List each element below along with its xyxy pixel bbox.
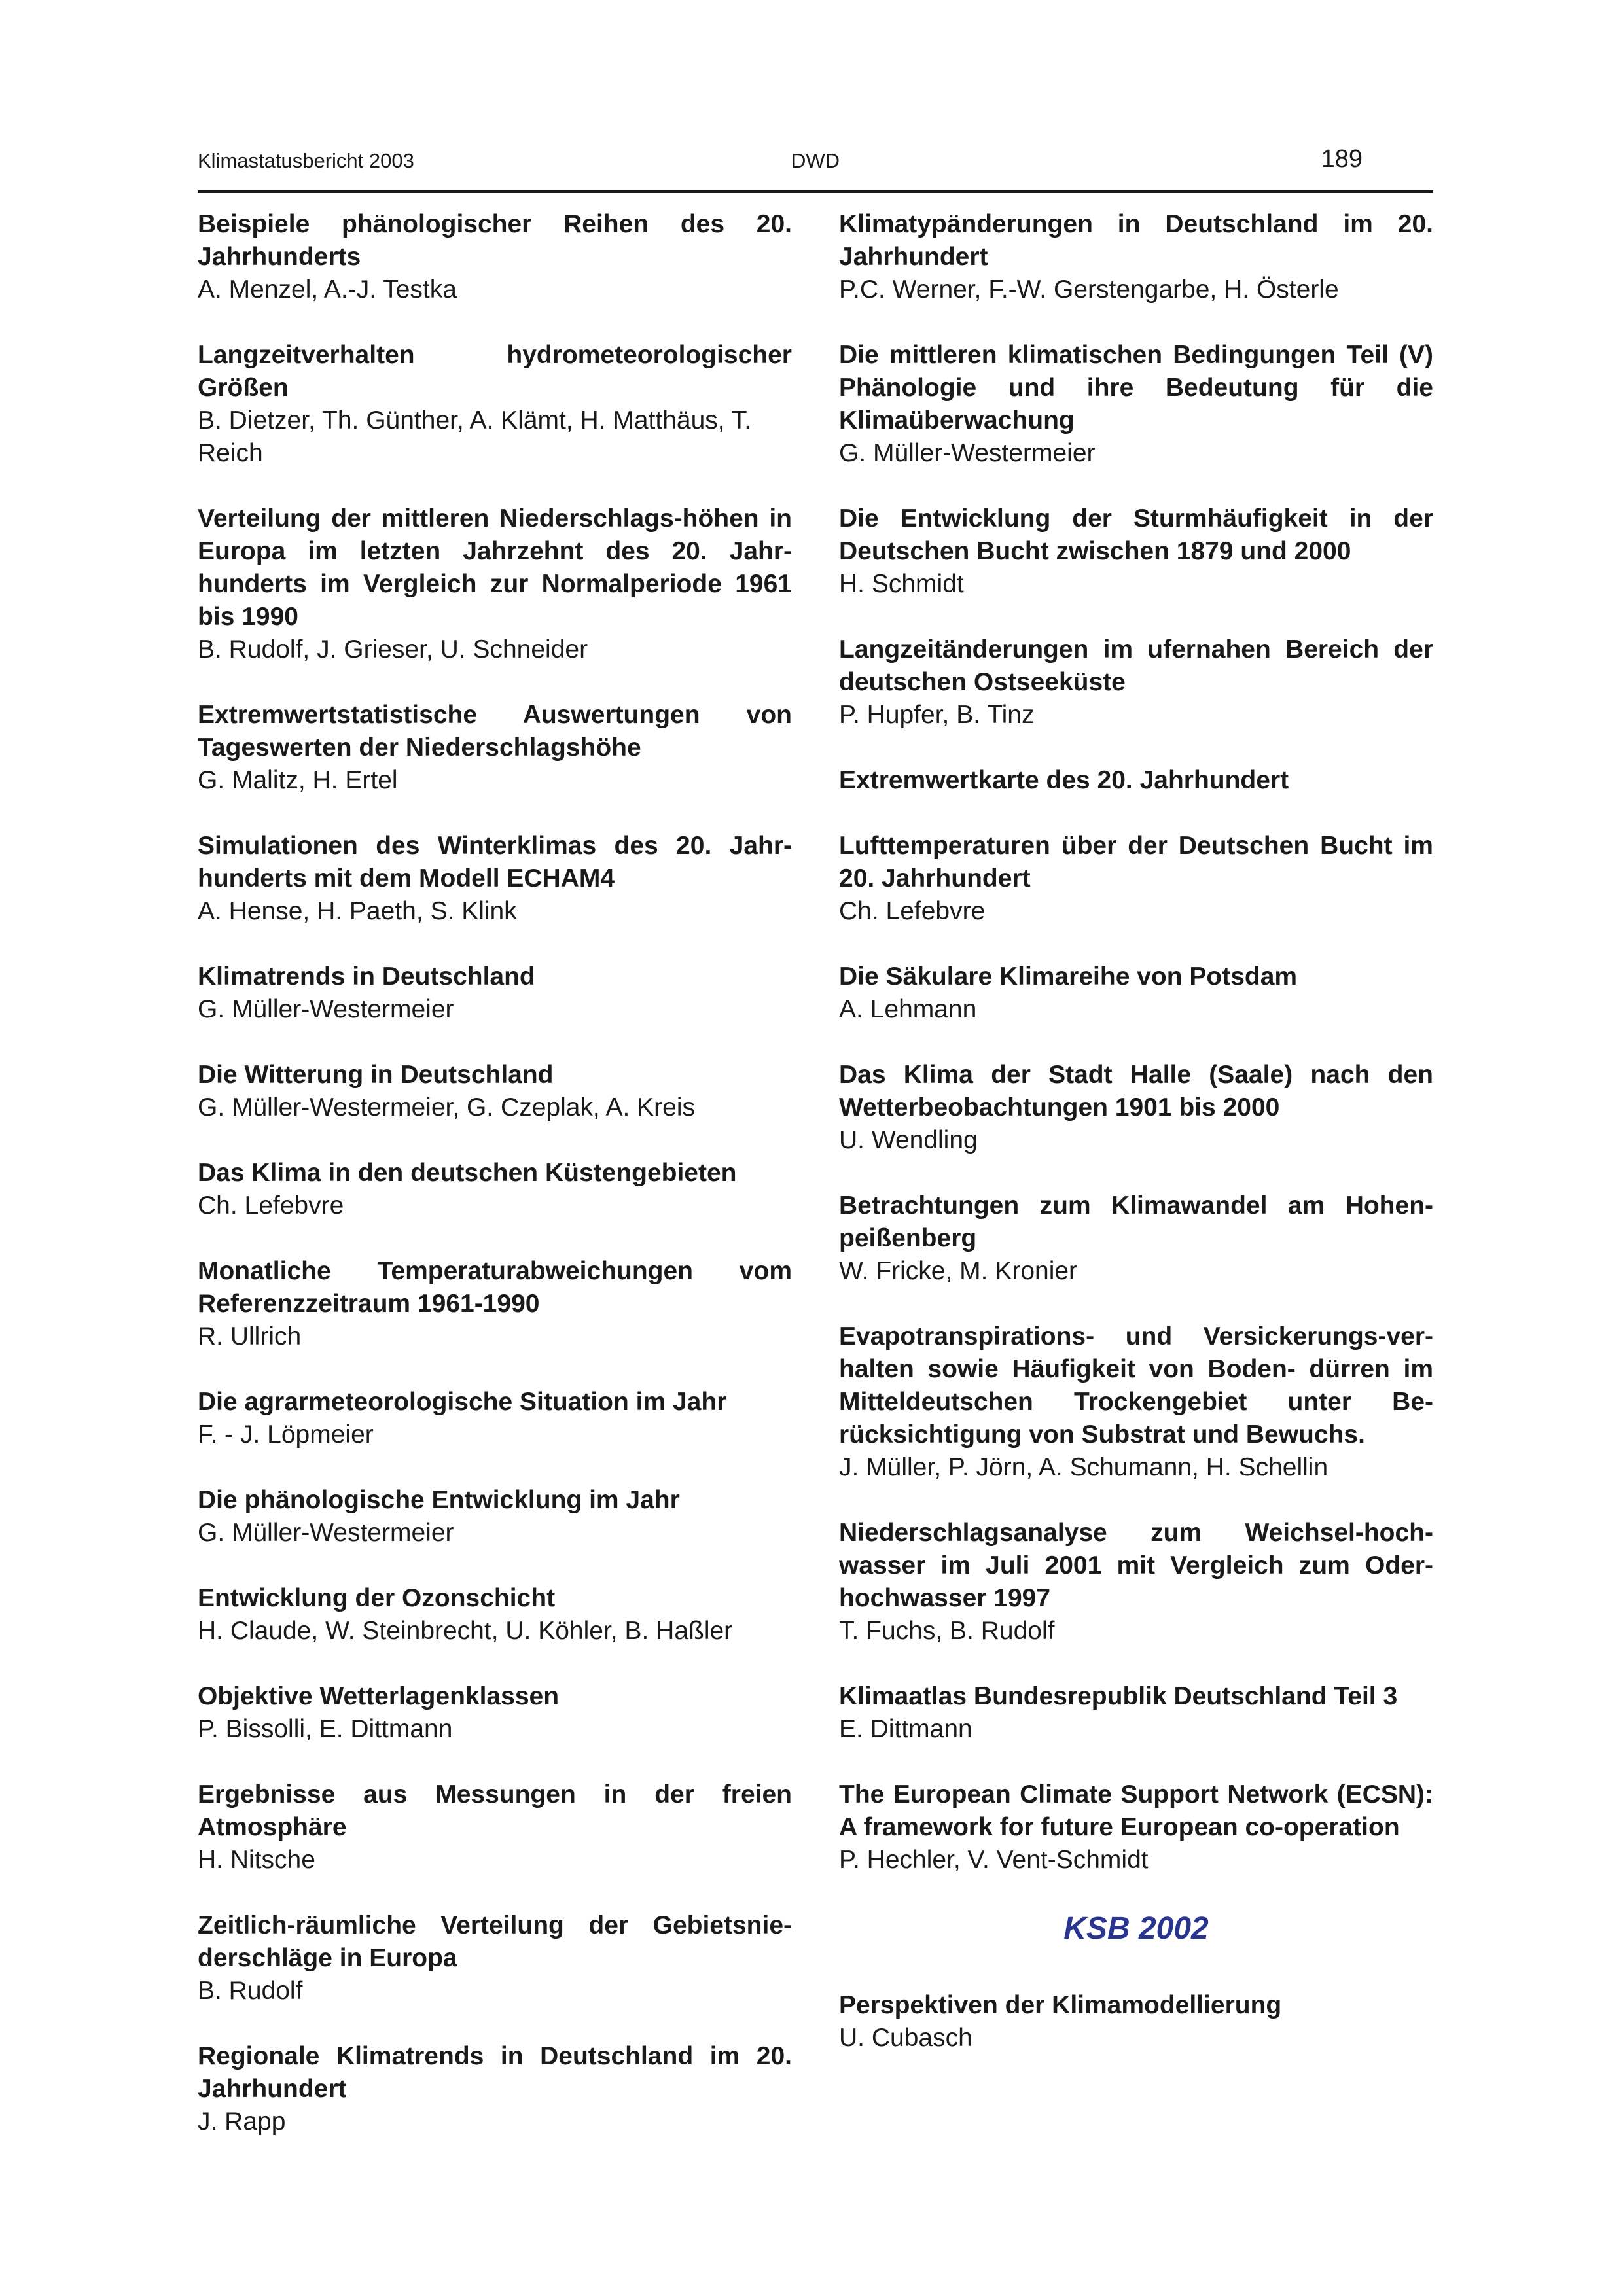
publisher: DWD — [791, 149, 840, 172]
entry-title: Lufttemperaturen über der Deutschen Bucht im 20. Jahrhundert — [839, 832, 1433, 892]
toc-entry — [839, 1989, 1433, 2055]
entry-authors: G. Müller-Westermeier — [198, 995, 454, 1023]
toc-entry — [198, 1255, 792, 1353]
entry-authors: E. Dittmann — [839, 1715, 972, 1743]
entry-title: Klimaatlas Bundesrepublik Deutschland Teil 3 — [839, 1682, 1398, 1710]
toc-entry — [198, 1157, 792, 1222]
toc-entry — [839, 1190, 1433, 1288]
entry-authors: R. Ullrich — [198, 1322, 302, 1351]
entry-title: Perspektiven der Klimamodellierung — [839, 1991, 1282, 2019]
toc-entry — [198, 339, 792, 470]
entry-title: Verteilung der mittleren Niederschlags-höhen in Europa im letzten Jahrzehnt des 20. Jahr-hunderts im Vergleich zur Normalperiode 1961 bis 1990 — [198, 504, 792, 631]
entry-title: Monatliche Temperaturabweichungen vom Referenzzeitraum 1961-1990 — [198, 1257, 792, 1318]
entry-authors: Ch. Lefebvre — [198, 1192, 344, 1220]
entry-authors: B. Rudolf, J. Grieser, U. Schneider — [198, 635, 588, 663]
entry-authors: B. Rudolf — [198, 1977, 303, 2005]
left-column — [198, 208, 792, 2171]
entry-title: Die phänologische Entwicklung im Jahr — [198, 1486, 680, 1514]
entry-authors: H. Claude, W. Steinbrecht, U. Köhler, B. Haßler — [198, 1617, 733, 1645]
toc-entry — [198, 830, 792, 928]
entry-title: Langzeitverhalten hydrometeorologischer Größen — [198, 341, 792, 402]
entry-authors: P. Hupfer, B. Tinz — [839, 701, 1035, 729]
toc-entry — [839, 339, 1433, 470]
entry-title: Die Entwicklung der Sturmhäufigkeit in der Deutschen Bucht zwischen 1879 und 2000 — [839, 504, 1433, 565]
entry-title: Klimatypänderungen in Deutschland im 20. Jahrhundert — [839, 210, 1433, 271]
entry-authors: J. Müller, P. Jörn, A. Schumann, H. Schellin — [839, 1453, 1329, 1481]
toc-entry — [198, 961, 792, 1026]
toc-entry — [839, 764, 1433, 797]
entry-authors: G. Müller-Westermeier — [198, 1519, 454, 1547]
entry-authors: H. Nitsche — [198, 1846, 315, 1874]
entry-title: Regionale Klimatrends in Deutschland im 20. Jahrhundert — [198, 2042, 792, 2103]
entry-title: Das Klima in den deutschen Küstengebieten — [198, 1159, 737, 1187]
entry-title: Extremwertkarte des 20. Jahrhundert — [839, 766, 1289, 794]
toc-entry — [198, 1386, 792, 1451]
entry-title: Die mittleren klimatischen Bedingungen Teil (V) Phänologie und ihre Bedeutung für die Klimaüberwachung — [839, 341, 1433, 434]
entry-title: Langzeitänderungen im ufernahen Bereich der deutschen Ostseeküste — [839, 635, 1433, 696]
entry-authors: P.C. Werner, F.-W. Gerstengarbe, H. Österle — [839, 275, 1339, 304]
entry-authors: W. Fricke, M. Kronier — [839, 1257, 1078, 1285]
toc-entry — [839, 830, 1433, 928]
toc-entry — [198, 503, 792, 666]
toc-entry — [198, 1582, 792, 1648]
entry-authors: G. Müller-Westermeier, G. Czeplak, A. Kreis — [198, 1093, 695, 1122]
toc-entry — [839, 503, 1433, 601]
entry-title: Evapotranspirations- und Versickerungs-ver-halten sowie Häufigkeit von Boden- dürren im Mitteldeutschen Trockengebiet unter Be-rücksichtigung von Substrat und Bewuchs. — [839, 1322, 1433, 1449]
entry-authors: F. - J. Löpmeier — [198, 1421, 374, 1449]
toc-entry — [839, 1320, 1433, 1484]
page-header — [198, 145, 1433, 185]
entry-title: Objektive Wetterlagenklassen — [198, 1682, 560, 1710]
toc-entry — [839, 208, 1433, 306]
entry-title: Das Klima der Stadt Halle (Saale) nach den Wetterbeobachtungen 1901 bis 2000 — [839, 1061, 1433, 1122]
entry-authors: A. Lehmann — [839, 995, 977, 1023]
section-heading: KSB 2002 — [1063, 1911, 1209, 1946]
entry-title: Beispiele phänologischer Reihen des 20. Jahrhunderts — [198, 210, 792, 271]
entry-title: Klimatrends in Deutschland — [198, 963, 535, 991]
entry-authors: B. Dietzer, Th. Günther, A. Klämt, H. Matthäus, T. Reich — [198, 406, 752, 467]
toc-entry — [198, 1059, 792, 1124]
entry-authors: G. Malitz, H. Ertel — [198, 766, 398, 794]
entry-authors: U. Cubasch — [839, 2024, 972, 2052]
page-number: 189 — [1321, 145, 1363, 173]
entry-authors: Ch. Lefebvre — [839, 897, 986, 925]
toc-entry — [839, 1517, 1433, 1648]
entry-authors: P. Bissolli, E. Dittmann — [198, 1715, 453, 1743]
toc-entry — [198, 1680, 792, 1746]
entry-authors: P. Hechler, V. Vent-Schmidt — [839, 1846, 1149, 1874]
toc-entry — [839, 1778, 1433, 1877]
toc-entry — [198, 1484, 792, 1549]
toc-entry — [198, 1778, 792, 1877]
entry-authors: J. Rapp — [198, 2108, 286, 2136]
toc-entry — [839, 1680, 1433, 1746]
toc-entry — [839, 633, 1433, 732]
entry-authors: T. Fuchs, B. Rudolf — [839, 1617, 1055, 1645]
entry-title: The European Climate Support Network (ECSN): A framework for future European co-operation — [839, 1780, 1433, 1841]
toc-entry — [198, 208, 792, 306]
entry-title: Zeitlich-räumliche Verteilung der Gebietsnie-derschläge in Europa — [198, 1911, 792, 1972]
entry-authors: A. Menzel, A.-J. Testka — [198, 275, 457, 304]
entry-title: Simulationen des Winterklimas des 20. Jahr-hunderts mit dem Modell ECHAM4 — [198, 832, 792, 892]
entry-authors: U. Wendling — [839, 1126, 978, 1154]
entry-title: Entwicklung der Ozonschicht — [198, 1584, 556, 1612]
entry-title: Die agrarmeteorologische Situation im Jahr — [198, 1388, 727, 1416]
running-title: Klimastatusbericht 2003 — [198, 149, 414, 172]
entry-title: Betrachtungen zum Klimawandel am Hohen-peißenberg — [839, 1192, 1433, 1252]
entry-title: Die Säkulare Klimareihe von Potsdam — [839, 963, 1298, 991]
toc-entry — [839, 961, 1433, 1026]
entry-title: Niederschlagsanalyse zum Weichsel-hoch-wasser im Juli 2001 mit Vergleich zum Oder-hochwasser 1997 — [839, 1519, 1433, 1612]
header-rule — [198, 190, 1433, 193]
toc-entry — [839, 1059, 1433, 1157]
right-column — [839, 208, 1433, 2087]
toc-entry — [198, 2040, 792, 2138]
toc-entry — [198, 1909, 792, 2007]
entry-title: Ergebnisse aus Messungen in der freien Atmosphäre — [198, 1780, 792, 1841]
entry-authors: H. Schmidt — [839, 570, 964, 598]
toc-entry — [198, 699, 792, 797]
entry-title: Extremwertstatistische Auswertungen von Tageswerten der Niederschlagshöhe — [198, 701, 792, 762]
entry-title: Die Witterung in Deutschland — [198, 1061, 554, 1089]
entry-authors: G. Müller-Westermeier — [839, 439, 1096, 467]
entry-authors: A. Hense, H. Paeth, S. Klink — [198, 897, 517, 925]
